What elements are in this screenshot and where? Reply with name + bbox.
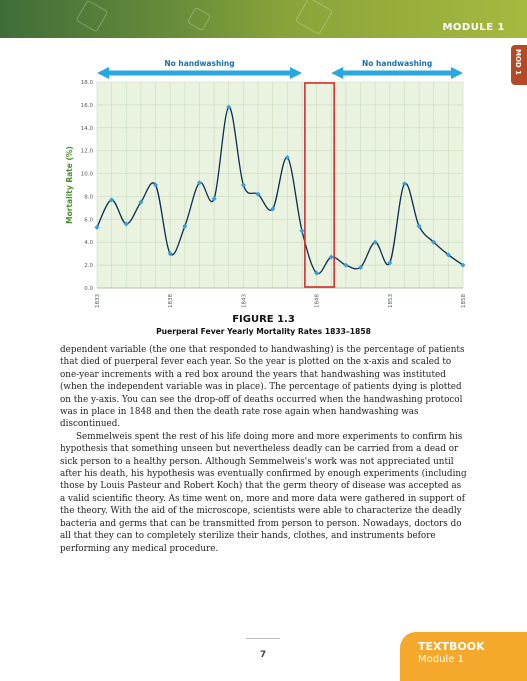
annotation-label: No handwashing xyxy=(362,59,433,68)
textbook-tab-subtitle: Module 1 xyxy=(418,654,464,665)
textbook-tab-title: TEXTBOOK xyxy=(418,640,485,653)
y-tick-label: 8.0 xyxy=(84,194,93,201)
textbook-tab xyxy=(400,632,527,681)
y-tick-label: 10.0 xyxy=(80,171,93,178)
arrow-shape xyxy=(331,67,463,79)
y-tick-label: 2.0 xyxy=(84,263,93,270)
y-tick-label: 4.0 xyxy=(84,240,93,247)
figure-number: FIGURE 1.3 xyxy=(232,314,295,325)
x-tick-label: 1858 xyxy=(461,294,467,308)
mortality-chart xyxy=(0,0,527,310)
paragraph: dependent variable (the one that responded to handwashing) is the percentage of patients that died of puerperal fever each year. So the year is plotted on the x-axis and scaled to one-year increments with a red box around the years that handwashing was instituted (when the independent variable was in place). The percentage of patients dying is plotted on the y-axis. You can see the drop-off of deaths occurred when the handwashing protocol was in place in 1848 and then the death rate rose again when handwashing was discontinued. xyxy=(60,345,465,430)
y-tick-label: 16.0 xyxy=(80,102,93,109)
arrow-shape xyxy=(97,67,302,79)
figure-caption: Puerperal Fever Yearly Mortality Rates 1833–1858 xyxy=(156,327,371,336)
page-number: 7 xyxy=(259,650,267,660)
annotation-label: No handwashing xyxy=(164,59,235,68)
y-tick-label: 0.0 xyxy=(84,286,93,292)
annotation-arrows xyxy=(97,59,463,79)
body-text xyxy=(60,344,468,555)
y-tick-label: 6.0 xyxy=(84,217,93,224)
y-tick-label: 14.0 xyxy=(80,125,93,132)
y-tick-label: 18.0 xyxy=(80,80,93,86)
x-axis-ticks xyxy=(95,294,467,308)
page-rule xyxy=(246,638,280,639)
side-tab-label: MOD 1 xyxy=(514,49,522,76)
y-axis-label: Mortality Rate (%) xyxy=(65,146,74,224)
x-tick-label: 1838 xyxy=(168,294,175,308)
x-tick-label: 1853 xyxy=(387,294,394,308)
y-tick-label: 12.0 xyxy=(80,148,93,155)
x-tick-label: 1848 xyxy=(314,294,321,308)
x-tick-label: 1843 xyxy=(241,294,248,308)
module-label: MODULE 1 xyxy=(442,22,505,33)
x-tick-label: 1833 xyxy=(95,294,101,308)
paragraph: Semmelweis spent the rest of his life doing more and more experiments to confirm his hypothesis that something unseen but nevertheless deadly can be carried from a dead or sick person to a healthy person. Although Semmelweis's work was not appreciated until after his death, his hypothesis was eventually confirmed by enough experiments (including those by Louis Pasteur and Robert Koch) that the germ theory of disease was accepted as a valid scientific theory. As time went on, more and more data were gathered in support of the theory. With the aid of the microscope, scientists were able to characterize the deadly bacteria and germs that can be transmitted from person to person. Nowadays, doctors do all that they can to completely sterilize their hands, clothes, and instruments before performing any medical procedure. xyxy=(60,431,467,554)
y-axis-ticks xyxy=(81,80,94,292)
